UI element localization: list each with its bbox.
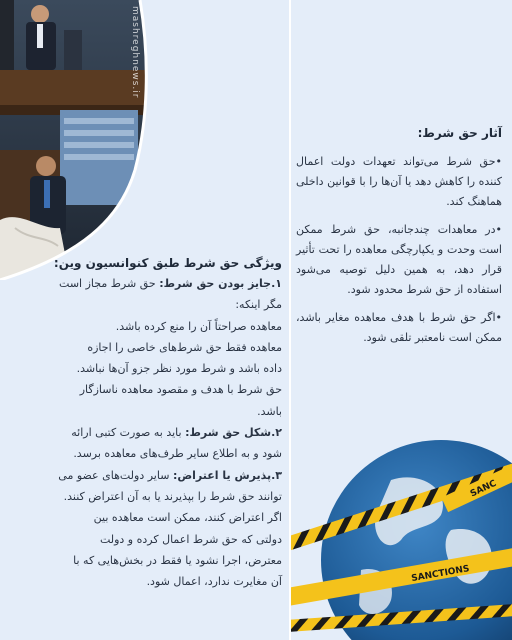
features-title: ویژگی حق شرط طبق کنوانسیون وین: [53, 256, 282, 270]
features-section [10, 256, 282, 592]
features-line-text: باید به صورت کتبی ارائه [71, 426, 186, 440]
features-line-label: ۳.پذیرش یا اعتراض: [172, 468, 282, 482]
features-line [10, 422, 282, 443]
features-line [10, 465, 282, 486]
effects-item: •حق شرط می‌تواند تعهدات دولت اعمال کننده را کاهش دهد یا آن‌ها را با قوانین داخلی هماهنگ کند. [296, 155, 502, 208]
features-line: آن مغایرت ندارد، اعمال شود. [146, 575, 282, 589]
features-line: اگر اعتراض کنند، ممکن است معاهده بین [93, 511, 282, 525]
features-line: شود و به اطلاع سایر طرف‌های معاهده برسد. [73, 447, 282, 461]
tape-text-sanctions: SANCTIONS [410, 564, 471, 585]
globe-icon [291, 440, 512, 640]
features-line [10, 273, 282, 294]
features-line: معترض، اجرا نشود یا فقط در بخش‌هایی که با [73, 553, 282, 567]
effects-title: آثار حق شرط: [417, 126, 502, 140]
features-line: داده باشد و شرط مورد نظر جزو آن‌ها نباشد. [76, 362, 282, 376]
watermark-text: mashreghnews.ir [130, 6, 140, 99]
features-line: دولتی که حق شرط اعمال کرده و دولت [99, 532, 282, 546]
features-line: توانند حق شرط را بپذیرند یا به آن اعتراض کنند. [63, 489, 282, 503]
features-line: حق شرط با هدف و مقصود معاهده ناسازگار [79, 383, 282, 397]
effects-item: •اگر حق شرط با هدف معاهده مغایر باشد، ممکن است نامعتبر تلقی شود. [296, 311, 502, 344]
features-line: مگر اینکه: [235, 298, 282, 312]
effects-section [296, 126, 502, 356]
features-line: معاهده صراحتاً آن را منع کرده باشد. [115, 319, 282, 333]
effects-item: •در معاهدات چندجانبه، حق شرط ممکن است وحدت و یکپارچگی معاهده را تحت تأثیر قرار دهد، به همین دلیل توصیه می‌شود استفاده از حق شرط محدود شود. [296, 223, 502, 296]
features-line-text: سایر دولت‌های عضو می [58, 468, 173, 482]
parliament-photo [0, 0, 160, 280]
tape-text-sanc: SANC [468, 478, 499, 500]
sanctions-globe-graphic [291, 440, 512, 640]
features-line: باشد. [257, 404, 282, 418]
features-line-text: حق شرط مجاز است [59, 277, 160, 290]
features-line-label: ۱.جایز بودن حق شرط: [159, 277, 282, 290]
features-line-label: ۲.شکل حق شرط: [185, 426, 282, 440]
features-line: معاهده فقط حق شرط‌های خاصی را اجازه [87, 340, 282, 354]
